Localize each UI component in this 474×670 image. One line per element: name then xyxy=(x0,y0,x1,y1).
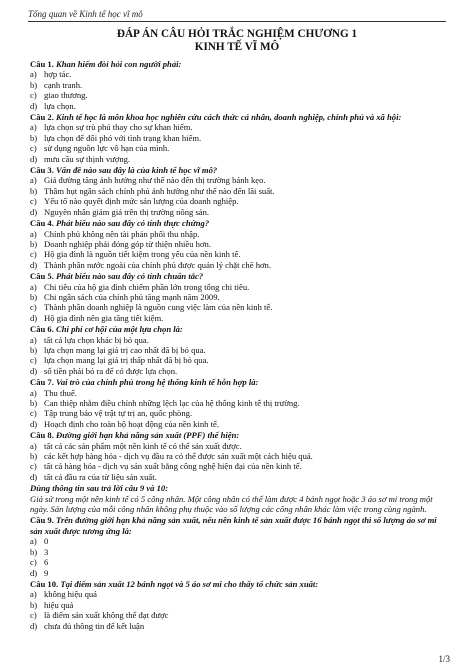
question-number: Câu 3. xyxy=(30,165,54,176)
option-text: Chính phủ không nên tài phán phối thu nhập. xyxy=(44,228,200,239)
answer-option xyxy=(30,547,448,557)
question-text: Trên đường giới hạn khả năng sản xuất, nếu nền kinh tế sản xuất được 16 bánh ngọt thì số lượng áo sơ mi sản xuất được tương ứng là: xyxy=(30,515,437,536)
question-block xyxy=(30,377,448,429)
question-block xyxy=(30,271,448,323)
shared-info-text: Giả sử trong một nền kinh tế có 5 công nhân. Một công nhân có thể làm được 4 bánh ngọt hoặc 3 áo sơ mi trong một ngày. Sản lượng của mỗi công nhân không phụ thuộc vào số lượng các công nhân khác làm việc trong cùng ngành. xyxy=(30,493,433,515)
option-text: 9 xyxy=(44,567,49,578)
answer-option xyxy=(30,133,448,143)
title-line-1: ĐÁP ÁN CÂU HỎI TRẮC NGHIỆM CHƯƠNG 1 xyxy=(116,28,358,40)
option-letter: c) xyxy=(30,461,37,472)
answer-option xyxy=(30,69,448,79)
answer-option xyxy=(30,101,448,111)
option-letter: a) xyxy=(30,589,37,600)
answer-option xyxy=(30,568,448,578)
answer-option xyxy=(30,441,448,451)
answer-option xyxy=(30,282,448,292)
answer-option xyxy=(30,355,448,365)
answer-option xyxy=(30,90,448,100)
option-text: số tiền phải bỏ ra để có được lựa chọn. xyxy=(44,365,178,376)
option-letter: b) xyxy=(30,451,38,462)
question-number: Câu 9. xyxy=(30,515,54,526)
option-text: Chi ngân sách của chính phủ tăng mạnh năm 2009. xyxy=(44,291,220,302)
option-text: Thành phần nước ngoài của chính phủ được quản lý chặt chẽ hơn. xyxy=(44,259,271,270)
option-text: Giá đường tăng ảnh hưởng như thế nào đến thị trường bánh kẹo. xyxy=(44,175,266,186)
option-letter: d) xyxy=(30,259,38,270)
answer-option xyxy=(30,196,448,206)
question-text: Phát biểu nào sau đây có tính thực chứng? xyxy=(56,218,210,229)
option-text: Tập trung bảo vệ trật tự trị an, quốc phòng. xyxy=(44,408,193,419)
answer-option xyxy=(30,366,448,376)
question-heading xyxy=(30,165,448,175)
option-text: 3 xyxy=(44,546,49,557)
option-text: Nguyên nhân giảm giá trên thị trường nông sản. xyxy=(44,206,210,217)
option-letter: b) xyxy=(30,344,38,355)
option-text: Thâm hụt ngân sách chính phủ ảnh hưởng như thế nào đến lãi suất. xyxy=(44,185,275,196)
option-text: Thành phần doanh nghiệp là nguồn cung việc làm của nền kinh tế. xyxy=(44,302,273,313)
answer-option xyxy=(30,143,448,153)
question-text: Vai trò của chính phủ trong hệ thống kinh tế hỗn hợp là: xyxy=(56,377,259,388)
answer-option xyxy=(30,260,448,270)
header-rule xyxy=(28,21,446,22)
option-letter: d) xyxy=(30,567,38,578)
option-text: tất cả đầu ra của từ liệu sản xuất. xyxy=(44,471,157,482)
question-heading xyxy=(30,218,448,228)
answer-option xyxy=(30,472,448,482)
option-letter: a) xyxy=(30,536,37,547)
option-letter: c) xyxy=(30,610,37,621)
question-text: Chi phí cơ hội của một lựa chọn là: xyxy=(56,324,183,335)
question-number: Câu 8. xyxy=(30,430,54,441)
option-text: Chi tiêu của hộ gia đình chiếm phần lớn trong tổng chi tiêu. xyxy=(44,281,250,292)
question-block xyxy=(30,165,448,217)
answer-option xyxy=(30,557,448,567)
option-letter: a) xyxy=(30,228,37,239)
option-letter: b) xyxy=(30,132,38,143)
question-number: Câu 5. xyxy=(30,271,54,282)
answer-option xyxy=(30,335,448,345)
answer-option xyxy=(30,408,448,418)
option-letter: b) xyxy=(30,599,38,610)
option-text: lựa chọn sự trù phú thay cho sự khan hiếm. xyxy=(44,122,193,133)
question-text: Phát biểu nào sau đây có tính chuẩn tắc? xyxy=(56,271,204,282)
option-text: mưu cầu sự thịnh vượng. xyxy=(44,153,131,164)
option-letter: a) xyxy=(30,69,37,80)
option-letter: c) xyxy=(30,557,37,568)
question-text: Tại điểm sản xuất 12 bánh ngọt và 5 áo sơ mi cho thấy tổ chức sản xuất: xyxy=(60,578,319,589)
answer-option xyxy=(30,154,448,164)
document-title xyxy=(0,28,474,54)
question-text: Vấn đề nào sau đây là của kinh tế học vĩ mô? xyxy=(56,165,218,176)
option-letter: d) xyxy=(30,365,38,376)
answer-option xyxy=(30,249,448,259)
question-heading xyxy=(30,515,448,536)
answer-option xyxy=(30,292,448,302)
option-letter: b) xyxy=(30,238,38,249)
question-number: Câu 10. xyxy=(30,578,59,589)
option-text: tất cả lựa chọn khác bị bỏ qua. xyxy=(44,334,149,345)
option-letter: d) xyxy=(30,418,38,429)
option-letter: a) xyxy=(30,440,37,451)
option-letter: b) xyxy=(30,79,38,90)
title-line-2: KINH TẾ VĨ MÔ xyxy=(194,41,280,53)
question-text: Khan hiếm đòi hỏi con người phải: xyxy=(56,59,182,69)
option-letter: c) xyxy=(30,249,37,260)
option-text: hợp tác. xyxy=(44,69,72,80)
option-letter: d) xyxy=(30,153,38,164)
option-text: cạnh tranh. xyxy=(44,79,83,90)
question-block xyxy=(30,112,448,164)
question-heading xyxy=(30,430,448,440)
option-letter: d) xyxy=(30,620,38,631)
option-text: sử dụng nguồn lực vô hạn của mình. xyxy=(44,143,170,154)
option-text: các kết hợp hàng hóa - dịch vụ đầu ra có thể được sản xuất một cách hiệu quả. xyxy=(44,451,313,462)
option-text: Yếu tố nào quyết định mức sản lượng của doanh nghiệp. xyxy=(44,196,239,207)
option-text: tất cả hàng hóa - dịch vụ sản xuất bằng công nghệ hiện đại của nền kinh tế. xyxy=(44,461,302,472)
answer-option xyxy=(30,536,448,546)
answer-option xyxy=(30,175,448,185)
answer-option xyxy=(30,419,448,429)
question-text: Kinh tế học là môn khoa học nghiên cứu cách thức cá nhân, doanh nghiệp, chính phủ và xã hội: xyxy=(56,112,402,123)
answer-option xyxy=(30,388,448,398)
option-letter: c) xyxy=(30,302,37,313)
option-text: Hộ gia đình là nguồn tiết kiệm trong yếu của nền kinh tế. xyxy=(44,249,241,260)
option-text: giao thương. xyxy=(44,90,88,101)
option-text: lựa chọn mang lại giá trị thấp nhất đã bị bỏ qua. xyxy=(44,355,209,366)
option-letter: b) xyxy=(30,546,38,557)
option-text: lựa chọn. xyxy=(44,100,76,111)
shared-info-heading: Dùng thông tin sau trả lời câu 9 và 10: xyxy=(30,483,169,494)
answer-option xyxy=(30,461,448,471)
question-text: Đường giới hạn khả năng sản xuất (PPF) thể hiện: xyxy=(56,430,240,441)
option-text: lựa chọn để đối phó với tình trạng khan hiếm. xyxy=(44,132,202,143)
option-text: 6 xyxy=(44,557,49,568)
option-text: là điểm sản xuất không thể đạt được xyxy=(44,610,169,621)
option-text: Doanh nghiệp phải đóng góp từ thiện nhiều hơn. xyxy=(44,238,211,249)
option-letter: c) xyxy=(30,408,37,419)
question-block xyxy=(30,59,448,111)
option-text: Can thiệp nhằm điều chỉnh những lệch lạc của hệ thống kinh tế thị trường. xyxy=(44,398,300,408)
option-text: lựa chọn mang lại giá trị cao nhất đã bị bỏ qua. xyxy=(44,344,206,355)
option-text: Thu thuế. xyxy=(44,387,77,398)
option-text: tất cả các sản phẩm một nền kinh tế có thể sản xuất được. xyxy=(44,440,242,451)
answer-option xyxy=(30,451,448,461)
question-number: Câu 4. xyxy=(30,218,54,229)
question-heading xyxy=(30,324,448,334)
answer-option xyxy=(30,610,448,620)
option-letter: b) xyxy=(30,291,38,302)
answer-option xyxy=(30,122,448,132)
option-text: Hoạch định cho toàn bộ hoạt động của nền kinh tế. xyxy=(44,418,219,429)
option-text: không hiệu quả xyxy=(44,589,97,600)
option-letter: a) xyxy=(30,122,37,133)
option-letter: c) xyxy=(30,355,37,366)
option-letter: d) xyxy=(30,312,38,323)
answer-option xyxy=(30,239,448,249)
option-letter: b) xyxy=(30,185,38,196)
page-number: 1/3 xyxy=(438,653,450,664)
page-header: Tổng quan về Kinh tế học vĩ mô xyxy=(28,9,143,19)
option-letter: d) xyxy=(30,471,38,482)
question-number: Câu 1. xyxy=(30,59,54,69)
answer-option xyxy=(30,345,448,355)
option-letter: d) xyxy=(30,206,38,217)
option-letter: c) xyxy=(30,196,37,207)
option-letter: d) xyxy=(30,100,38,111)
answer-option xyxy=(30,229,448,239)
answer-option xyxy=(30,621,448,631)
question-heading xyxy=(30,579,448,589)
question-number: Câu 2. xyxy=(30,112,54,123)
option-letter: a) xyxy=(30,334,37,345)
answer-option xyxy=(30,302,448,312)
question-number: Câu 6. xyxy=(30,324,54,335)
option-letter: a) xyxy=(30,175,37,186)
answer-option xyxy=(30,600,448,610)
question-heading xyxy=(30,377,448,387)
question-block xyxy=(30,218,448,270)
option-text: Hộ gia đình nên gia tăng tiết kiệm. xyxy=(44,312,164,323)
answer-option xyxy=(30,313,448,323)
question-heading xyxy=(30,59,448,69)
question-block xyxy=(30,579,448,631)
question-heading xyxy=(30,112,448,122)
option-text: 0 xyxy=(44,536,49,547)
answer-option xyxy=(30,186,448,196)
answer-option xyxy=(30,80,448,90)
question-number: Câu 7. xyxy=(30,377,54,388)
option-letter: c) xyxy=(30,143,37,154)
option-letter: c) xyxy=(30,90,37,101)
option-letter: b) xyxy=(30,398,38,408)
option-text: hiệu quả xyxy=(44,599,74,610)
question-block xyxy=(30,515,448,577)
option-text: chưa đủ thông tin để kết luận xyxy=(44,620,145,631)
answer-option xyxy=(30,589,448,599)
question-block xyxy=(30,430,448,482)
answer-option xyxy=(30,207,448,217)
question-block xyxy=(30,324,448,376)
option-letter: a) xyxy=(30,281,37,292)
answer-option xyxy=(30,398,448,408)
question-list xyxy=(30,58,448,631)
option-letter: a) xyxy=(30,387,37,398)
question-heading xyxy=(30,271,448,281)
